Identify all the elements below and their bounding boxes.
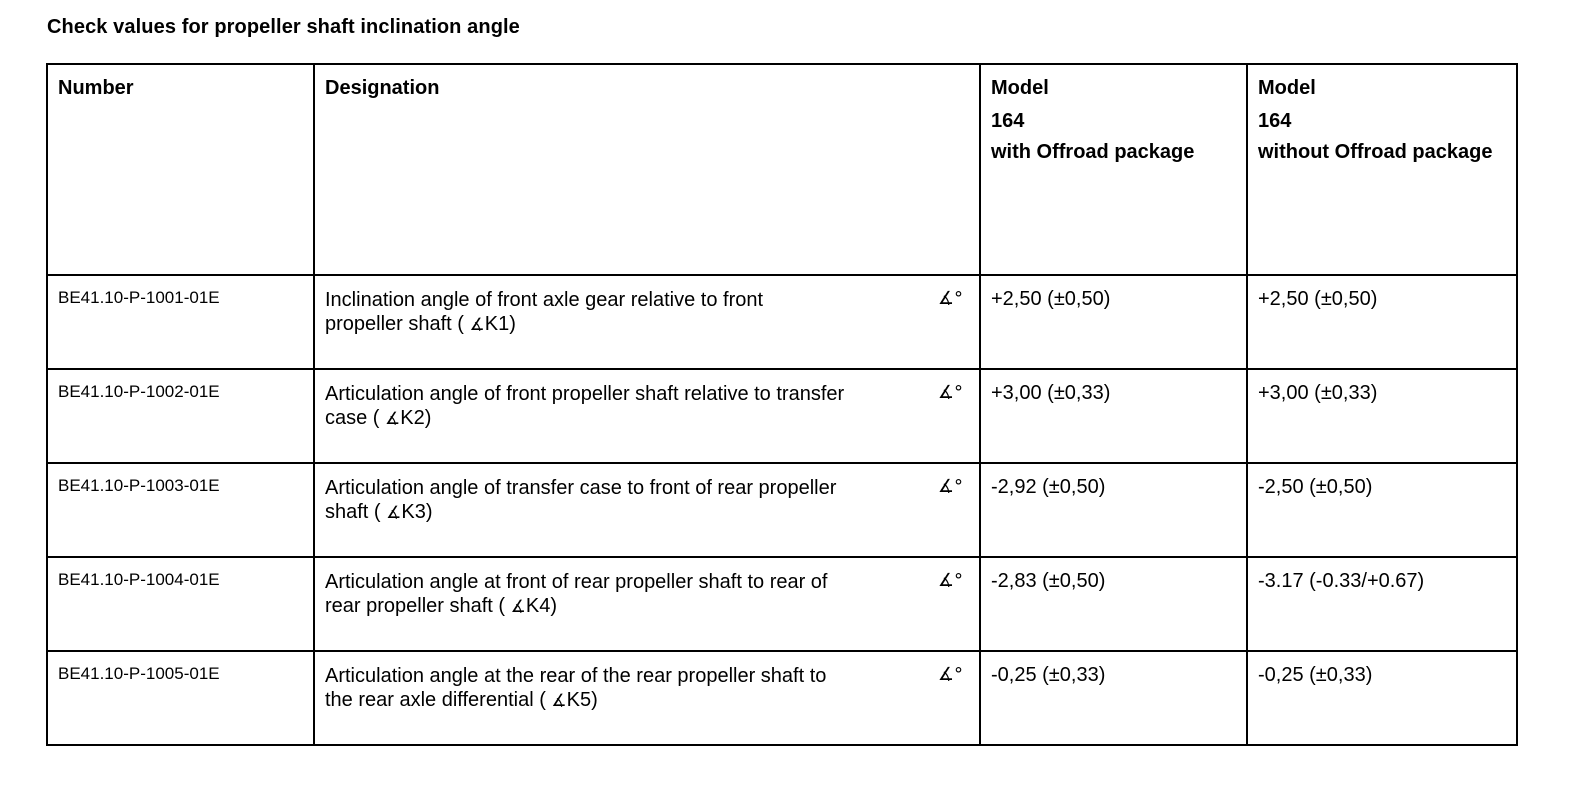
row-number: BE41.10-P-1003-01E	[58, 476, 220, 495]
cell-without-offroad	[1247, 651, 1517, 745]
value-with-offroad: +3,00 (±0,33)	[991, 382, 1111, 404]
angle-icon: ∡	[386, 503, 402, 523]
header-model-number: 164	[1258, 110, 1292, 132]
cell-number	[47, 275, 314, 369]
cell-number	[47, 463, 314, 557]
cell-without-offroad	[1247, 463, 1517, 557]
header-model-number: 164	[991, 110, 1025, 132]
header-designation-label: Designation	[325, 77, 440, 99]
cell-designation	[314, 651, 980, 745]
angle-degree-icon: ∡°	[937, 382, 963, 403]
check-values-table	[46, 63, 1518, 746]
value-with-offroad: -0,25 (±0,33)	[991, 664, 1106, 686]
table-row	[47, 651, 1517, 745]
header-model-label: Model	[991, 77, 1049, 99]
angle-reference: K3)	[401, 501, 433, 523]
row-number: BE41.10-P-1002-01E	[58, 382, 220, 401]
value-with-offroad: -2,92 (±0,50)	[991, 476, 1106, 498]
header-model-label: Model	[1258, 77, 1316, 99]
angle-icon: ∡	[551, 691, 567, 711]
row-number: BE41.10-P-1001-01E	[58, 288, 220, 307]
angle-reference: K1)	[484, 313, 516, 335]
value-without-offroad: -2,50 (±0,50)	[1258, 476, 1373, 498]
value-with-offroad: +2,50 (±0,50)	[991, 288, 1111, 310]
row-designation	[325, 569, 845, 619]
cell-with-offroad	[980, 275, 1247, 369]
row-number: BE41.10-P-1004-01E	[58, 570, 220, 589]
angle-degree-icon: ∡°	[937, 664, 963, 685]
cell-with-offroad	[980, 369, 1247, 463]
designation-text: Articulation angle at the rear of the rear propeller shaft to the rear axle differential (	[325, 665, 827, 711]
header-model-variant: without Offroad package	[1258, 141, 1493, 163]
header-model-variant: with Offroad package	[991, 141, 1195, 163]
header-model-with-offroad	[980, 64, 1247, 275]
header-number	[47, 64, 314, 275]
value-without-offroad: -3.17 (-0.33/+0.67)	[1258, 570, 1425, 592]
row-number: BE41.10-P-1005-01E	[58, 664, 220, 683]
row-designation	[325, 663, 845, 713]
cell-with-offroad	[980, 557, 1247, 651]
angle-icon: ∡	[385, 409, 401, 429]
designation-text: Articulation angle at front of rear propeller shaft to rear of rear propeller shaft (	[325, 571, 828, 617]
cell-with-offroad	[980, 651, 1247, 745]
angle-degree-icon: ∡°	[937, 288, 963, 309]
value-with-offroad: -2,83 (±0,50)	[991, 570, 1106, 592]
cell-designation	[314, 463, 980, 557]
row-designation	[325, 287, 845, 337]
cell-without-offroad	[1247, 557, 1517, 651]
table-row	[47, 275, 1517, 369]
angle-reference: K2)	[400, 407, 432, 429]
header-number-label: Number	[58, 77, 134, 99]
header-model-without-offroad	[1247, 64, 1517, 275]
table-row	[47, 463, 1517, 557]
row-designation	[325, 475, 845, 525]
page-title: Check values for propeller shaft inclination angle	[47, 16, 520, 38]
cell-designation	[314, 275, 980, 369]
cell-designation	[314, 369, 980, 463]
cell-number	[47, 651, 314, 745]
cell-number	[47, 369, 314, 463]
designation-text: Articulation angle of front propeller shaft relative to transfer case (	[325, 383, 845, 429]
angle-degree-icon: ∡°	[937, 476, 963, 497]
value-without-offroad: +2,50 (±0,50)	[1258, 288, 1378, 310]
table-row	[47, 557, 1517, 651]
cell-without-offroad	[1247, 369, 1517, 463]
designation-text: Articulation angle of transfer case to front of rear propeller shaft (	[325, 477, 837, 523]
cell-without-offroad	[1247, 275, 1517, 369]
cell-number	[47, 557, 314, 651]
angle-icon: ∡	[510, 597, 526, 617]
value-without-offroad: +3,00 (±0,33)	[1258, 382, 1378, 404]
cell-with-offroad	[980, 463, 1247, 557]
cell-designation	[314, 557, 980, 651]
header-designation	[314, 64, 980, 275]
table-row	[47, 369, 1517, 463]
row-designation	[325, 381, 845, 431]
angle-reference: K5)	[566, 689, 598, 711]
designation-text: Inclination angle of front axle gear relative to front propeller shaft (	[325, 289, 764, 335]
angle-degree-icon: ∡°	[937, 570, 963, 591]
table-header-row	[47, 64, 1517, 275]
angle-reference: K4)	[525, 595, 558, 617]
value-without-offroad: -0,25 (±0,33)	[1258, 664, 1373, 686]
angle-icon: ∡	[469, 315, 485, 335]
